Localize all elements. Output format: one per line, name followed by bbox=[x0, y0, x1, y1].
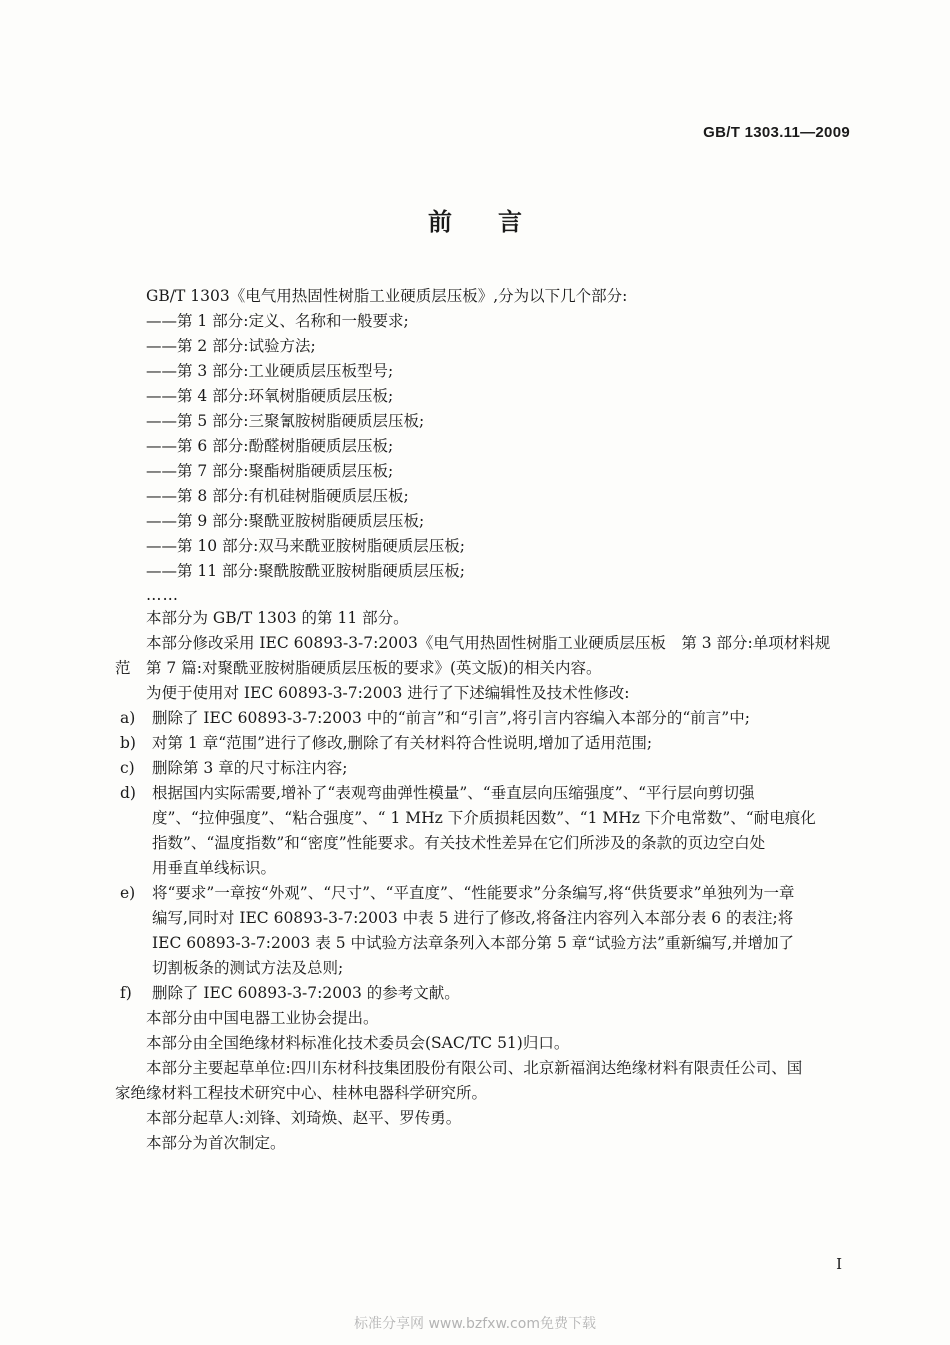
item-text: 删除第 3 章的尺寸标注内容; bbox=[152, 759, 348, 777]
change-item-d bbox=[115, 781, 855, 881]
item-label: b) bbox=[120, 734, 136, 752]
paragraph-line: 本部分修改采用 IEC 60893-3-7:2003《电气用热固性树脂工业硬质层压板 第 3 部分:单项材料规 bbox=[146, 634, 831, 652]
paragraph-line: 范 第 7 篇:对聚酰亚胺树脂硬质层压板的要求》(英文版)的相关内容。 bbox=[115, 659, 602, 677]
item-text: 删除了 IEC 60893-3-7:2003 中的“前言”和“引言”,将引言内容编入本部分的“前言”中; bbox=[152, 709, 750, 727]
changes-intro-paragraph: 为便于使用对 IEC 60893-3-7:2003 进行了下述编辑性及技术性修改: bbox=[146, 684, 630, 702]
item-label: c) bbox=[120, 759, 135, 777]
list-item: ——第 8 部分:有机硅树脂硬质层压板; bbox=[146, 487, 409, 505]
changes-list bbox=[115, 706, 855, 1006]
list-item: ——第 4 部分:环氧树脂硬质层压板; bbox=[146, 387, 394, 405]
item-text: 将“要求”一章按“外观”、“尺寸”、“平直度”、“性能要求”分条编写,将“供货要求”单独列为一章 bbox=[152, 884, 795, 902]
item-text: 对第 1 章“范围”进行了修改,删除了有关材料符合性说明,增加了适用范围; bbox=[152, 734, 653, 752]
list-item: ——第 3 部分:工业硬质层压板型号; bbox=[146, 362, 394, 380]
item-text: 切割板条的测试方法及总则; bbox=[152, 959, 344, 977]
item-text: 删除了 IEC 60893-3-7:2003 的参考文献。 bbox=[152, 984, 460, 1002]
list-item: ——第 11 部分:聚酰胺酰亚胺树脂硬质层压板; bbox=[146, 562, 466, 580]
proposed-paragraph: 本部分由中国电器工业协会提出。 bbox=[146, 1009, 379, 1027]
drafters-paragraph: 本部分起草人:刘锋、刘琦焕、赵平、罗传勇。 bbox=[146, 1109, 462, 1127]
item-label: f) bbox=[120, 984, 132, 1002]
list-ellipsis: …… bbox=[146, 586, 179, 604]
list-item: ——第 5 部分:三聚氰胺树脂硬质层压板; bbox=[146, 412, 425, 430]
list-item: ——第 10 部分:双马来酰亚胺树脂硬质层压板; bbox=[146, 537, 466, 555]
item-text: 根据国内实际需要,增补了“表观弯曲弹性模量”、“垂直层向压缩强度”、“平行层向剪切强 bbox=[152, 784, 755, 802]
page-title: 前言 bbox=[428, 207, 568, 236]
list-item: ——第 9 部分:聚酰亚胺树脂硬质层压板; bbox=[146, 512, 425, 530]
list-item: ——第 1 部分:定义、名称和一般要求; bbox=[146, 312, 409, 330]
change-item-f bbox=[115, 981, 855, 1006]
paragraph-line: 本部分主要起草单位:四川东材科技集团股份有限公司、北京新福润达绝缘材料有限责任公司、国 bbox=[146, 1059, 803, 1077]
item-text: 度”、“拉伸强度”、“粘合强度”、“ 1 MHz 下介质损耗因数”、“1 MHz 下介电常数”、“耐电痕化 bbox=[152, 809, 816, 827]
intro-paragraph: GB/T 1303《电气用热固性树脂工业硬质层压板》,分为以下几个部分: bbox=[146, 287, 628, 305]
item-text: IEC 60893-3-7:2003 表 5 中试验方法章条列入本部分第 5 章“试验方法”重新编写,并增加了 bbox=[152, 934, 795, 952]
list-item: ——第 2 部分:试验方法; bbox=[146, 337, 316, 355]
change-item-c bbox=[115, 756, 855, 781]
item-label: a) bbox=[120, 709, 136, 727]
change-item-b bbox=[115, 731, 855, 756]
footer-watermark: 标准分享网 www.bzfxw.com免费下载 bbox=[354, 1316, 596, 1332]
list-item: ——第 7 部分:聚酯树脂硬质层压板; bbox=[146, 462, 394, 480]
document-body bbox=[115, 284, 855, 1156]
list-item: ——第 6 部分:酚醛树脂硬质层压板; bbox=[146, 437, 394, 455]
paragraph-line: 家绝缘材料工程技术研究中心、桂林电器科学研究所。 bbox=[115, 1084, 488, 1102]
item-text: 用垂直单线标识。 bbox=[152, 859, 277, 877]
centralized-paragraph: 本部分由全国绝缘材料标准化技术委员会(SAC/TC 51)归口。 bbox=[146, 1034, 570, 1052]
item-text: 编写,同时对 IEC 60893-3-7:2003 中表 5 进行了修改,将备注内容列入本部分表 6 的表注;将 bbox=[152, 909, 794, 927]
drafting-units-paragraph bbox=[115, 1056, 855, 1106]
standard-code: GB/T 1303.11—2009 bbox=[703, 124, 850, 141]
change-item-e bbox=[115, 881, 855, 981]
part-of-paragraph: 本部分为 GB/T 1303 的第 11 部分。 bbox=[146, 609, 409, 627]
page-number: I bbox=[836, 1255, 842, 1273]
item-label: e) bbox=[120, 884, 136, 902]
modify-paragraph bbox=[115, 631, 855, 681]
change-item-a bbox=[115, 706, 855, 731]
first-issue-paragraph: 本部分为首次制定。 bbox=[146, 1134, 286, 1152]
item-label: d) bbox=[120, 784, 136, 802]
item-text: 指数”、“温度指数”和“密度”性能要求。有关技术性差异在它们所涉及的条款的页边空白处 bbox=[152, 834, 766, 852]
parts-list bbox=[115, 309, 855, 606]
